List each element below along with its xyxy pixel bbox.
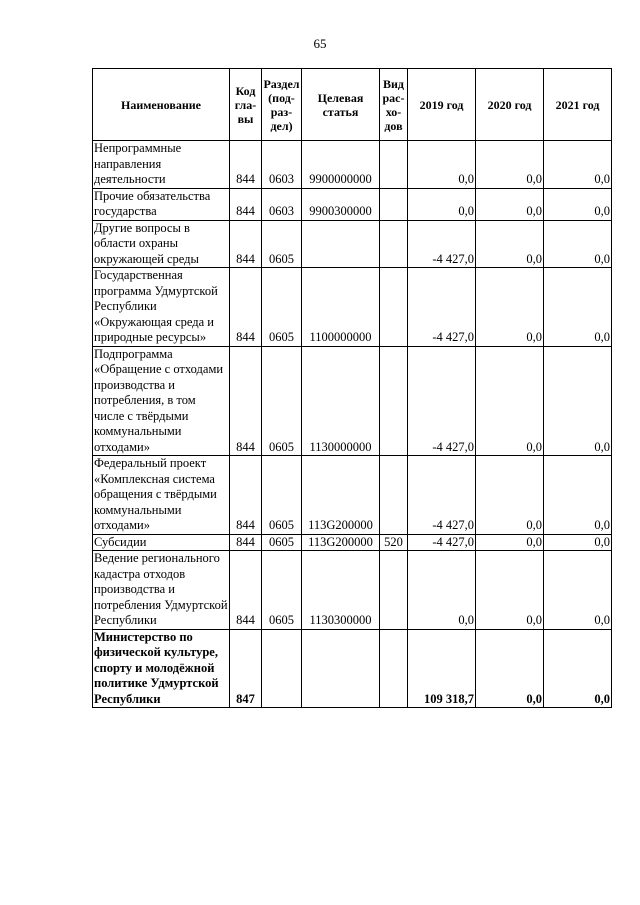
cell-razdel: 0605	[262, 534, 302, 551]
header-vid-rashodov: Вид рас- хо- дов	[380, 69, 408, 141]
cell-celevaya-statya: 1130000000	[302, 346, 380, 456]
table-row	[93, 188, 612, 220]
cell-2021: 0,0	[544, 141, 612, 189]
cell-razdel: 0605	[262, 220, 302, 268]
header-2021: 2021 год	[544, 69, 612, 141]
cell-razdel: 0605	[262, 456, 302, 535]
cell-name: Государственная программа Удмуртской Республики «Окружающая среда и природные ресурсы»	[93, 268, 230, 347]
cell-vid-rashodov	[380, 220, 408, 268]
cell-2019: -4 427,0	[408, 456, 476, 535]
cell-2020: 0,0	[476, 141, 544, 189]
cell-2020: 0,0	[476, 534, 544, 551]
cell-2021: 0,0	[544, 220, 612, 268]
header-razdel: Раздел (под- раз- дел)	[262, 69, 302, 141]
cell-kod-glavy: 844	[230, 551, 262, 630]
table-header-row	[93, 69, 612, 141]
cell-name: Субсидии	[93, 534, 230, 551]
cell-2020: 0,0	[476, 188, 544, 220]
cell-2019: 0,0	[408, 141, 476, 189]
cell-kod-glavy: 847	[230, 629, 262, 708]
cell-vid-rashodov	[380, 346, 408, 456]
cell-razdel: 0605	[262, 346, 302, 456]
table-row	[93, 534, 612, 551]
cell-name: Прочие обязательства государства	[93, 188, 230, 220]
cell-2021: 0,0	[544, 551, 612, 630]
cell-vid-rashodov	[380, 188, 408, 220]
cell-2020: 0,0	[476, 629, 544, 708]
cell-2019: -4 427,0	[408, 268, 476, 347]
cell-vid-rashodov	[380, 141, 408, 189]
table-row	[93, 268, 612, 347]
header-2020: 2020 год	[476, 69, 544, 141]
page-number: 65	[313, 36, 327, 51]
cell-2019: -4 427,0	[408, 220, 476, 268]
cell-celevaya-statya: 113G200000	[302, 534, 380, 551]
cell-kod-glavy: 844	[230, 456, 262, 535]
cell-2021: 0,0	[544, 346, 612, 456]
cell-razdel: 0603	[262, 141, 302, 189]
cell-2019: -4 427,0	[408, 346, 476, 456]
table-row	[93, 456, 612, 535]
header-celevaya-statya: Целевая статья	[302, 69, 380, 141]
header-2019: 2019 год	[408, 69, 476, 141]
cell-kod-glavy: 844	[230, 141, 262, 189]
cell-vid-rashodov	[380, 456, 408, 535]
cell-name: Подпрограмма «Обращение с отходами производства и потребления, в том числе с твёрдыми коммунальными отходами»	[93, 346, 230, 456]
cell-celevaya-statya: 113G200000	[302, 456, 380, 535]
header-kod-glavy: Код гла- вы	[230, 69, 262, 141]
cell-name: Ведение регионального кадастра отходов производства и потребления Удмуртской Республики	[94, 551, 228, 627]
cell-2020: 0,0	[476, 268, 544, 347]
cell-vid-rashodov	[380, 268, 408, 347]
cell-2021: 0,0	[544, 534, 612, 551]
cell-2020: 0,0	[476, 551, 544, 630]
header-name: Наименование	[93, 69, 230, 141]
cell-celevaya-statya: 1130300000	[302, 551, 380, 630]
cell-celevaya-statya: 9900300000	[302, 188, 380, 220]
cell-2021: 0,0	[544, 268, 612, 347]
cell-name: Другие вопросы в области охраны окружающей среды	[93, 220, 230, 268]
cell-kod-glavy: 844	[230, 220, 262, 268]
table-row	[93, 629, 612, 708]
cell-celevaya-statya: 1100000000	[302, 268, 380, 347]
cell-2019: 109 318,7	[408, 629, 476, 708]
cell-celevaya-statya	[302, 629, 380, 708]
cell-kod-glavy: 844	[230, 268, 262, 347]
cell-name: Непрограммные направления деятельности	[93, 141, 230, 189]
cell-razdel: 0605	[262, 268, 302, 347]
table-row	[93, 141, 612, 189]
cell-celevaya-statya: 9900000000	[302, 141, 380, 189]
cell-vid-rashodov: 520	[380, 534, 408, 551]
table-row	[93, 346, 612, 456]
cell-kod-glavy: 844	[230, 346, 262, 456]
cell-razdel	[262, 629, 302, 708]
cell-kod-glavy: 844	[230, 188, 262, 220]
cell-name: Министерство по физической культуре, спорту и молодёжной политике Удмуртской Республики	[93, 629, 230, 708]
cell-2019: -4 427,0	[408, 534, 476, 551]
cell-2020: 0,0	[476, 456, 544, 535]
cell-kod-glavy: 844	[230, 534, 262, 551]
cell-razdel: 0603	[262, 188, 302, 220]
budget-table	[92, 68, 612, 708]
cell-name: Федеральный проект «Комплексная система обращения с твёрдыми коммунальными отходами»	[93, 456, 230, 535]
cell-vid-rashodov	[380, 551, 408, 630]
cell-2021: 0,0	[544, 188, 612, 220]
cell-celevaya-statya	[302, 220, 380, 268]
cell-2020: 0,0	[476, 220, 544, 268]
table-row	[93, 220, 612, 268]
cell-2021: 0,0	[544, 629, 612, 708]
cell-vid-rashodov	[380, 629, 408, 708]
cell-2019: 0,0	[408, 551, 476, 630]
cell-2019: 0,0	[408, 188, 476, 220]
cell-razdel: 0605	[262, 551, 302, 630]
cell-2020: 0,0	[476, 346, 544, 456]
cell-2021: 0,0	[544, 456, 612, 535]
table-row	[93, 551, 612, 630]
